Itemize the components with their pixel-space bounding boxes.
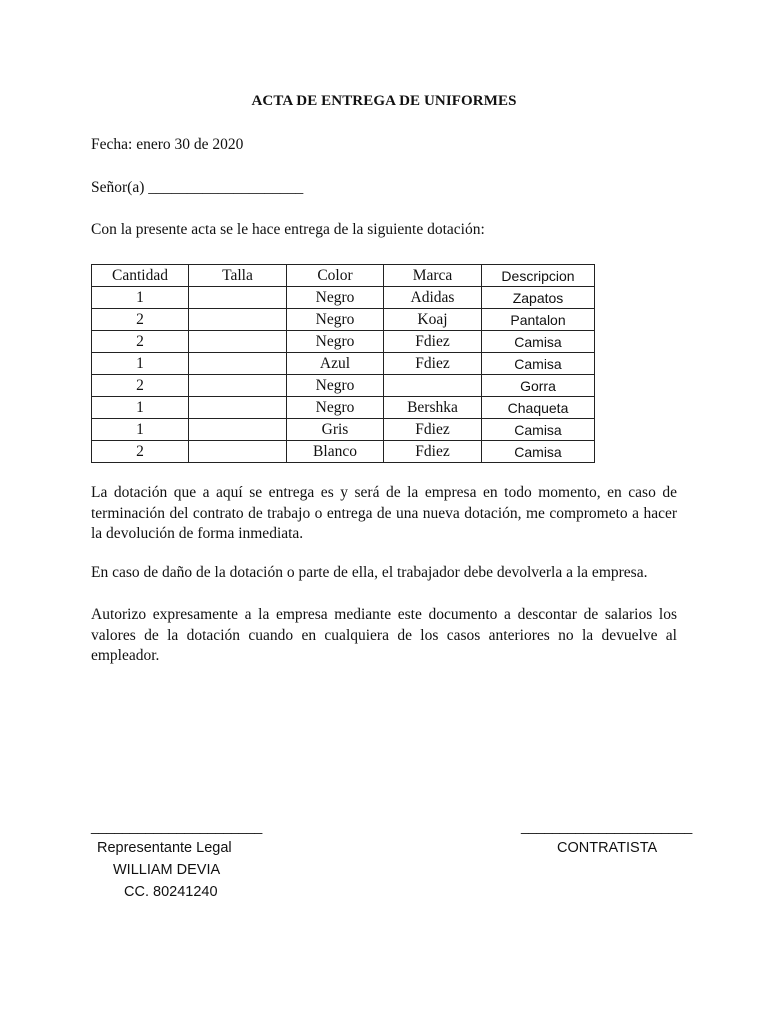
- cell-cantidad: 2: [92, 331, 189, 353]
- cell-marca: Bershka: [384, 397, 482, 419]
- cell-color: Gris: [287, 419, 384, 441]
- contractor-role: CONTRATISTA: [557, 840, 658, 856]
- cell-cantidad: 1: [92, 287, 189, 309]
- table-row: [92, 353, 595, 375]
- representative-role: Representante Legal: [97, 840, 232, 856]
- header-descripcion: Descripcion: [482, 265, 595, 287]
- cell-cantidad: 1: [92, 397, 189, 419]
- authorization-paragraph: Autorizo expresamente a la empresa mediante este documento a descontar de salarios los valores de la dotación cuando en cualquiera de los casos anteriores no la devuelve al empleador.: [91, 606, 677, 664]
- cell-talla: [189, 397, 287, 419]
- intro-text: Con la presente acta se le hace entrega de la siguiente dotación:: [91, 221, 485, 238]
- cell-color: Negro: [287, 309, 384, 331]
- representative-id: CC. 80241240: [124, 884, 218, 900]
- cell-talla: [189, 375, 287, 397]
- header-color: Color: [287, 265, 384, 287]
- cell-marca: [384, 375, 482, 397]
- damage-clause-paragraph: En caso de daño de la dotación o parte de ella, el trabajador debe devolverla a la empresa.: [91, 564, 648, 581]
- table-row: [92, 309, 595, 331]
- cell-descripcion: Gorra: [482, 375, 595, 397]
- table-row: [92, 287, 595, 309]
- uniform-table: [91, 264, 595, 463]
- table-row: [92, 331, 595, 353]
- cell-cantidad: 2: [92, 441, 189, 463]
- cell-marca: Fdiez: [384, 419, 482, 441]
- cell-descripcion: Camisa: [482, 419, 595, 441]
- cell-descripcion: Camisa: [482, 353, 595, 375]
- cell-cantidad: 1: [92, 419, 189, 441]
- table-row: [92, 397, 595, 419]
- table-row: [92, 441, 595, 463]
- cell-descripcion: Chaqueta: [482, 397, 595, 419]
- cell-talla: [189, 287, 287, 309]
- cell-marca: Fdiez: [384, 331, 482, 353]
- header-talla: Talla: [189, 265, 287, 287]
- table-row: [92, 375, 595, 397]
- cell-color: Negro: [287, 397, 384, 419]
- recipient-line: Señor(a) ____________________: [91, 179, 304, 196]
- cell-marca: Fdiez: [384, 353, 482, 375]
- cell-cantidad: 1: [92, 353, 189, 375]
- document-title: ACTA DE ENTREGA DE UNIFORMES: [251, 93, 517, 109]
- cell-color: Negro: [287, 331, 384, 353]
- cell-cantidad: 2: [92, 309, 189, 331]
- header-marca: Marca: [384, 265, 482, 287]
- representative-name: WILLIAM DEVIA: [113, 862, 221, 878]
- cell-descripcion: Camisa: [482, 331, 595, 353]
- table-header-row: [92, 265, 595, 287]
- cell-talla: [189, 309, 287, 331]
- cell-talla: [189, 353, 287, 375]
- cell-color: Negro: [287, 287, 384, 309]
- cell-descripcion: Zapatos: [482, 287, 595, 309]
- cell-color: Negro: [287, 375, 384, 397]
- signature-line-contractor: ______________________: [521, 818, 693, 834]
- date-line: Fecha: enero 30 de 2020: [91, 136, 244, 153]
- signature-line-representative: ______________________: [91, 818, 263, 834]
- cell-marca: Adidas: [384, 287, 482, 309]
- cell-talla: [189, 441, 287, 463]
- cell-descripcion: Camisa: [482, 441, 595, 463]
- cell-color: Blanco: [287, 441, 384, 463]
- cell-marca: Fdiez: [384, 441, 482, 463]
- cell-descripcion: Pantalon: [482, 309, 595, 331]
- cell-talla: [189, 419, 287, 441]
- return-clause-paragraph: La dotación que a aquí se entrega es y será de la empresa en todo momento, en caso de terminación del contrato de trabajo o entrega de una nueva dotación, me comprometo a hacer la devolución de forma inmediata.: [91, 484, 677, 542]
- cell-color: Azul: [287, 353, 384, 375]
- header-cantidad: Cantidad: [92, 265, 189, 287]
- cell-marca: Koaj: [384, 309, 482, 331]
- cell-talla: [189, 331, 287, 353]
- cell-cantidad: 2: [92, 375, 189, 397]
- table-row: [92, 419, 595, 441]
